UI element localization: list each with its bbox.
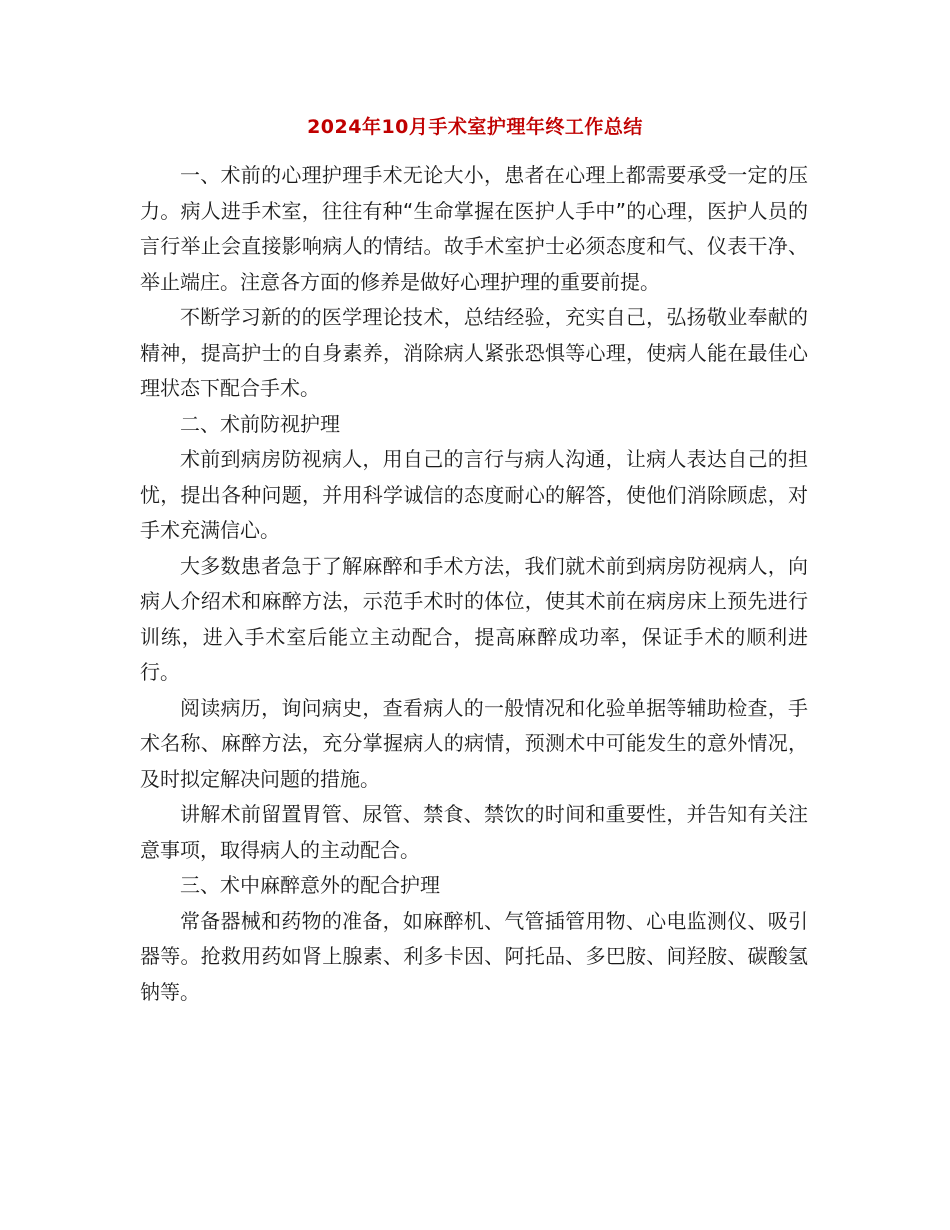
paragraph-anesthesia-explanation: 大多数患者急于了解麻醉和手术方法，我们就术前到病房防视病人，向病人介绍术和麻醉方法，示范手术时的体位，使其术前在病房床上预先进行训练，进入手术室后能立主动配合，提高麻醉成功率，保证手术的顺利进行。 xyxy=(140,553,808,684)
paragraph-ward-visit: 术前到病房防视病人，用自己的言行与病人沟通，让病人表达自己的担忧，提出各种问题，并用科学诚信的态度耐心的解答，使他们消除顾虑，对手术充满信心。 xyxy=(140,447,808,542)
paragraph-equipment-preparation: 常备器械和药物的准备，如麻醉机、气管插管用物、心电监测仪、吸引器等。抢救用药如肾上腺素、利多卡因、阿托品、多巴胺、间羟胺、碳酸氢钠等。 xyxy=(140,908,808,1004)
section-heading-preop-visit: 二、术前防视护理 xyxy=(180,411,340,436)
paragraph-preop-psychological-care: 一、术前的心理护理手术无论大小，患者在心理上都需要承受一定的压力。病人进手术室，往往有种“生命掌握在医护人手中”的心理，医护人员的言行举止会直接影响病人的情结。故手术室护士必须态度和气、仪表干净、举止端庄。注意各方面的修养是做好心理护理的重要前提。 xyxy=(140,163,808,294)
document-title: 2024年10月手术室护理年终工作总结 xyxy=(307,116,643,138)
document-body xyxy=(140,158,808,1010)
paragraph-continuous-learning: 不断学习新的的医学理论技术，总结经验，充实自己，弘扬敬业奉献的精神，提高护士的自身素养，消除病人紧张恐惧等心理，使病人能在最佳心理状态下配合手术。 xyxy=(140,305,808,400)
paragraph-medical-record-review: 阅读病历，询问病史，查看病人的一般情况和化验单据等辅助检查，手术名称、麻醉方法，充分掌握病人的病情，预测术中可能发生的意外情况，及时拟定解决问题的措施。 xyxy=(140,695,808,791)
paragraph-preop-instructions: 讲解术前留置胃管、尿管、禁食、禁饮的时间和重要性，并告知有关注意事项，取得病人的主动配合。 xyxy=(140,802,808,862)
section-heading-intraop-care: 三、术中麻醉意外的配合护理 xyxy=(180,873,440,897)
